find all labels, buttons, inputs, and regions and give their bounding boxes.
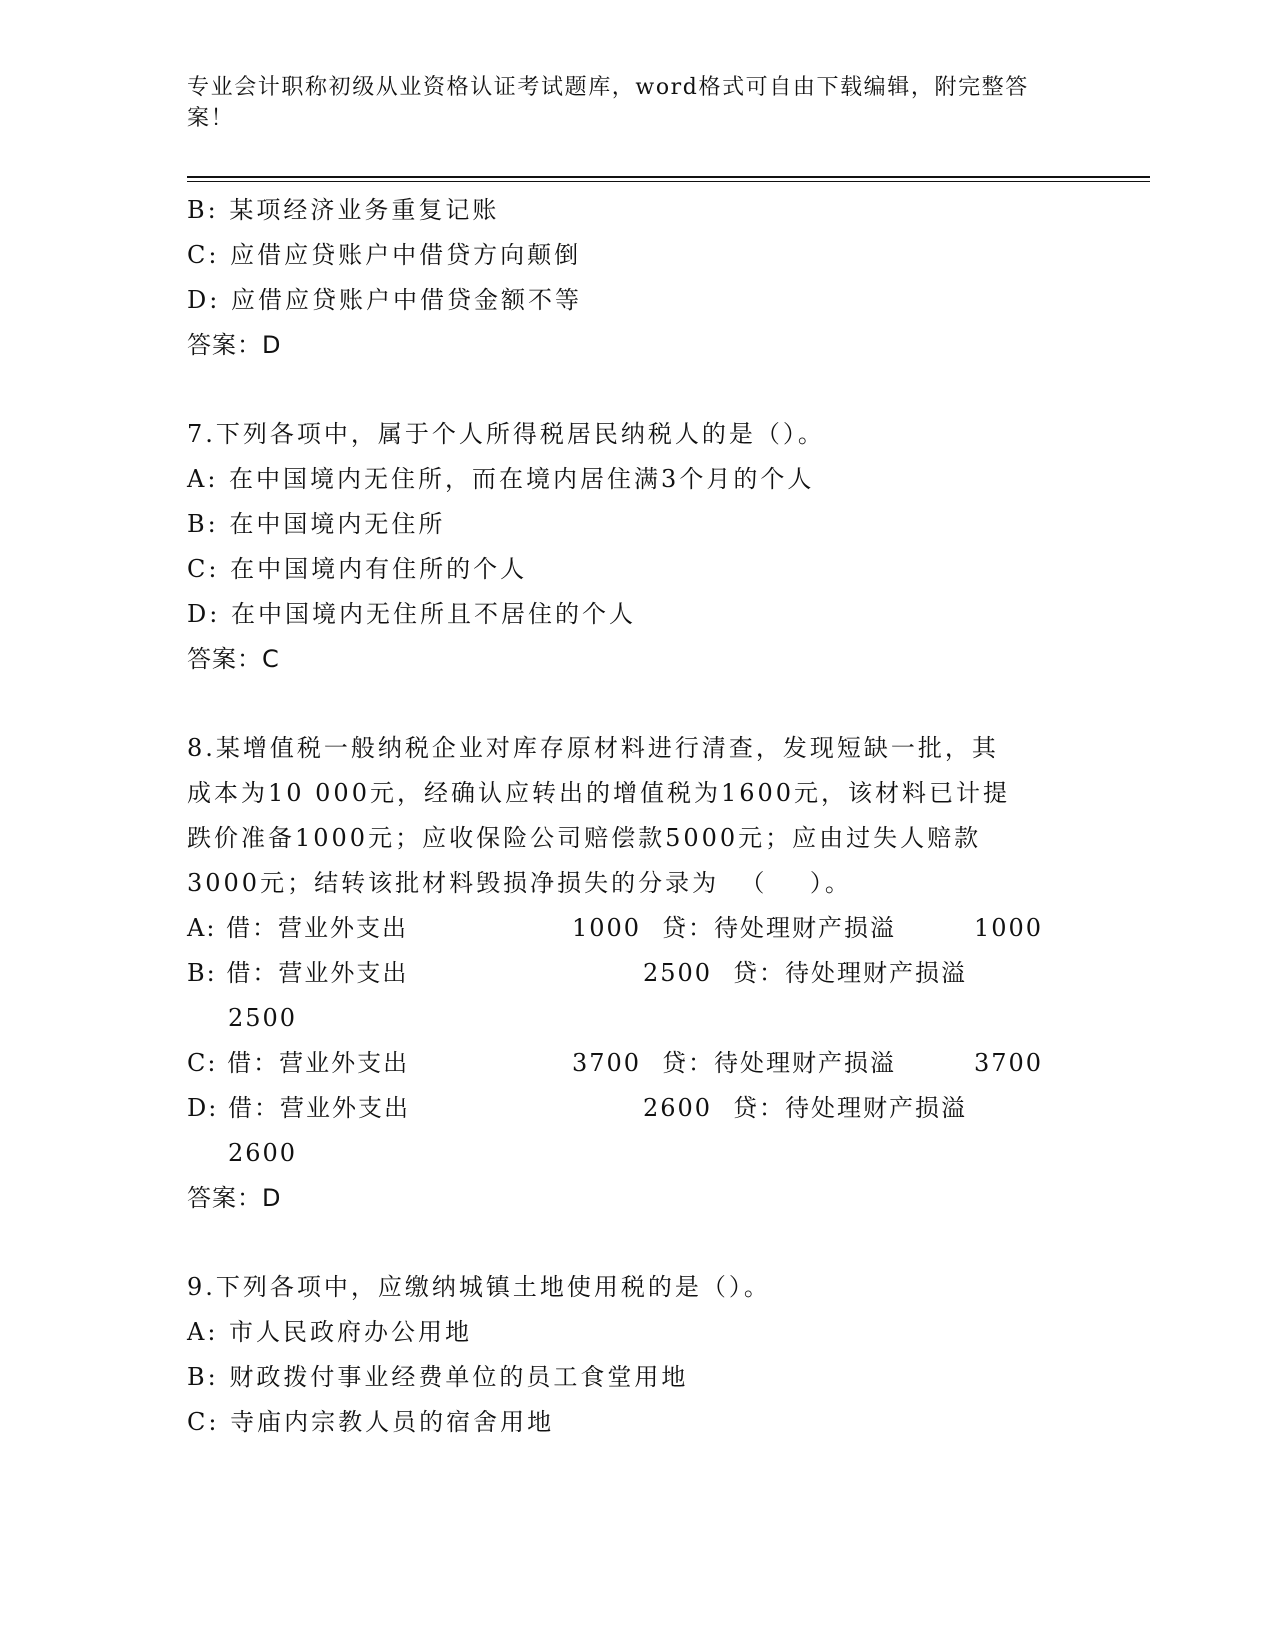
q6-answer: 答案：D (187, 331, 282, 359)
q8-option-d-credit-amount: 2600 (228, 1139, 298, 1167)
q6-option-d: D: 应借应贷账户中借贷金额不等 (187, 286, 582, 314)
q8-option-a-credit-amount: 1000 (974, 914, 1044, 942)
q7-option-d: D: 在中国境内无住所且不居住的个人 (187, 600, 636, 628)
q8-option-c-credit-amount: 3700 (974, 1049, 1044, 1077)
q7-question: 7.下列各项中，属于个人所得税居民纳税人的是（）。 (187, 420, 825, 448)
q8-option-a-label: A: 借：营业外支出 (187, 914, 409, 942)
q8-question-line-4: 3000元；结转该批材料毁损净损失的分录为 （ ）。 (187, 869, 852, 897)
q8-option-c-debit-amount: 3700 (572, 1049, 642, 1077)
q8-question-line-3: 跌价准备1000元；应收保险公司赔偿款5000元；应由过失人赔款 (187, 824, 982, 852)
q8-option-d-label: D: 借：营业外支出 (187, 1094, 410, 1122)
q8-option-a-credit: 贷：待处理财产损溢 (662, 914, 896, 942)
document-header: 专业会计职称初级从业资格认证考试题库，word格式可自由下载编辑，附完整答案！ (187, 75, 1029, 131)
q7-option-b: B: 在中国境内无住所 (187, 510, 446, 538)
q8-option-d-credit: 贷：待处理财产损溢 (733, 1094, 967, 1122)
q6-option-b: B: 某项经济业务重复记账 (187, 196, 500, 224)
q7-answer: 答案：C (187, 645, 280, 673)
q8-option-c-label: C: 借：营业外支出 (187, 1049, 410, 1077)
header-rule-thick (187, 176, 1150, 178)
q8-option-c-credit: 贷：待处理财产损溢 (662, 1049, 896, 1077)
q8-option-b-credit-amount: 2500 (228, 1004, 298, 1032)
q8-answer: 答案：D (187, 1184, 282, 1212)
q8-option-b-debit-amount: 2500 (643, 959, 713, 987)
q9-option-b: B: 财政拨付事业经费单位的员工食堂用地 (187, 1363, 689, 1391)
q8-question-line-2: 成本为10 000元，经确认应转出的增值税为1600元，该材料已计提 (187, 779, 1011, 807)
q7-option-a: A: 在中国境内无住所，而在境内居住满3个月的个人 (187, 465, 815, 493)
q8-option-b-label: B: 借：营业外支出 (187, 959, 409, 987)
q7-option-c: C: 在中国境内有住所的个人 (187, 555, 528, 583)
header-rule-thin (187, 181, 1150, 182)
q8-option-a-debit-amount: 1000 (572, 914, 642, 942)
q6-option-c: C: 应借应贷账户中借贷方向颠倒 (187, 241, 582, 269)
q8-option-b-credit: 贷：待处理财产损溢 (733, 959, 967, 987)
q8-option-d-debit-amount: 2600 (643, 1094, 713, 1122)
q9-question: 9.下列各项中，应缴纳城镇土地使用税的是（）。 (187, 1273, 771, 1301)
q9-option-a: A: 市人民政府办公用地 (187, 1318, 473, 1346)
q9-option-c: C: 寺庙内宗教人员的宿舍用地 (187, 1408, 555, 1436)
q8-question-line-1: 8.某增值税一般纳税企业对库存原材料进行清查，发现短缺一批，其 (187, 734, 999, 762)
